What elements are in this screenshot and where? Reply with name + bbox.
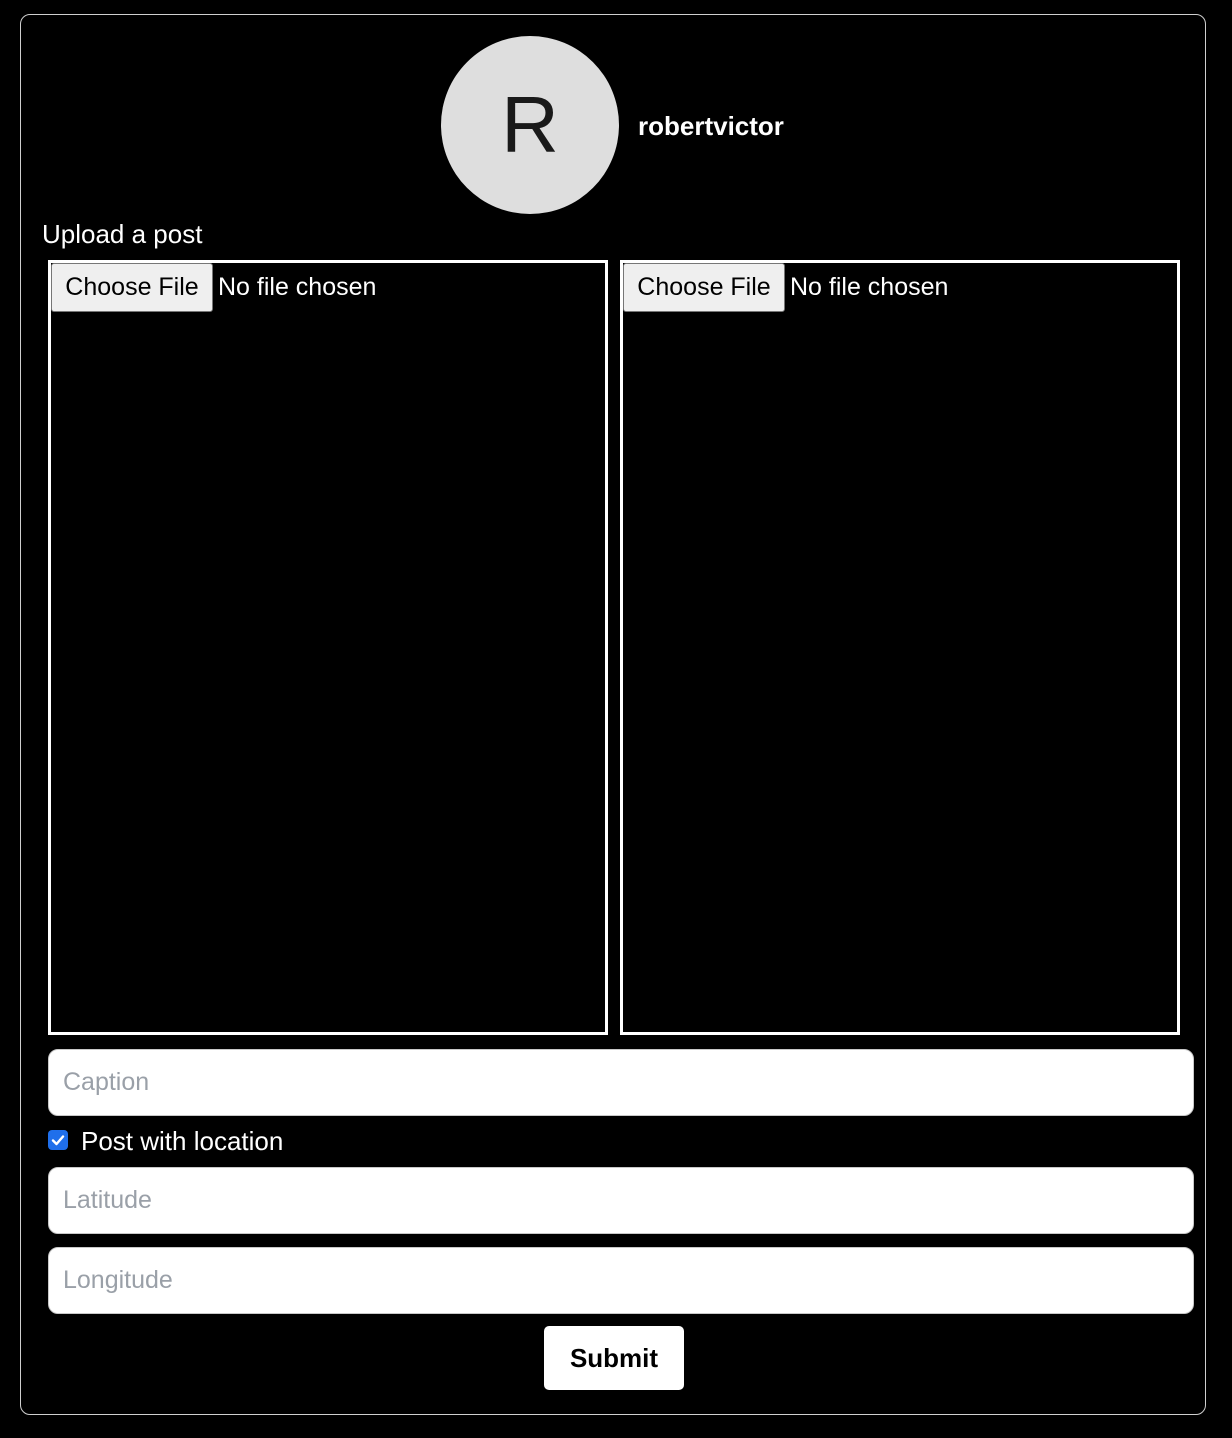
choose-file-button[interactable]: Choose File: [623, 263, 785, 312]
submit-button[interactable]: Submit: [544, 1326, 684, 1390]
latitude-input[interactable]: [48, 1167, 1194, 1234]
avatar-initial: R: [501, 80, 559, 169]
file-status: No file chosen: [790, 273, 949, 301]
upload-post-card: [20, 14, 1206, 1415]
file-status: No file chosen: [218, 273, 377, 301]
avatar: [441, 36, 619, 214]
username: robertvictor: [638, 111, 784, 141]
caption-input[interactable]: [48, 1049, 1194, 1116]
file-drop-area-2[interactable]: [620, 260, 1180, 1035]
location-checkbox[interactable]: [48, 1130, 68, 1150]
longitude-input[interactable]: [48, 1247, 1194, 1314]
file-drop-area-1[interactable]: [48, 260, 608, 1035]
choose-file-button[interactable]: Choose File: [51, 263, 213, 312]
location-checkbox-label[interactable]: Post with location: [81, 1126, 284, 1156]
checkmark-icon: [50, 1132, 66, 1148]
upload-heading: Upload a post: [42, 219, 203, 249]
